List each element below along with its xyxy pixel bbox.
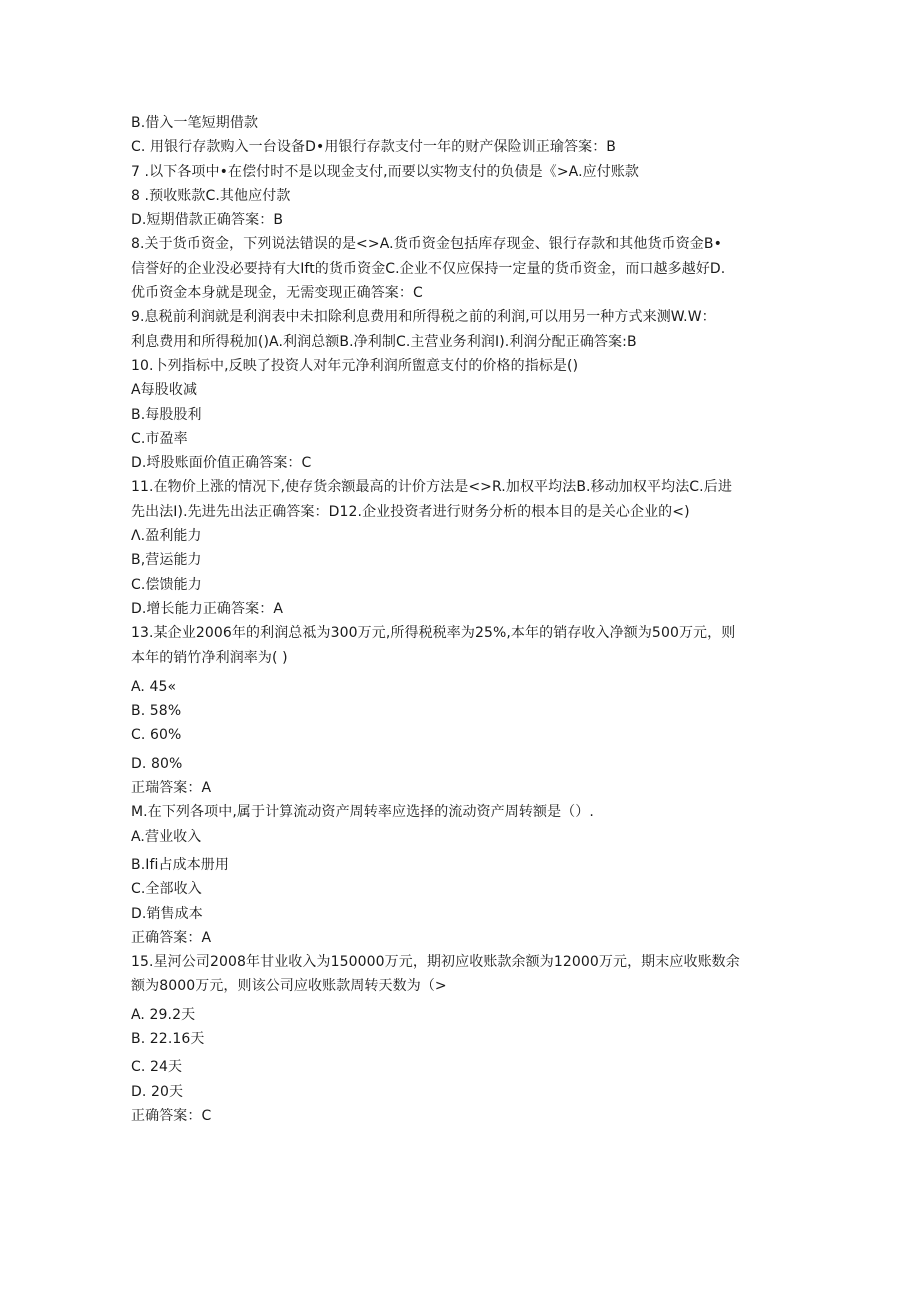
text-line: 额为8000万元，则该公司应收账款周转天数为（> [131,978,447,995]
text-line: D.增长能力正确答案：A [131,600,284,617]
text-line: 8 .预收账款C.其他应付款 [131,187,291,204]
text-line: 8.关于货币资金，下列说法错误的是<>A.货币资金包括库存现金、银行存款和其他货币资金B• [131,236,722,253]
text-line: B.借入一笔短期借款 [131,115,259,131]
text-line: C. 用银行存款购入一台设备D•用银行存款支付一年的财产保险训正瑜答案：B [131,139,617,156]
text-line: 正确答案：C [131,1107,212,1124]
text-line: 9.息税前利润就是利润表中未扣除利息费用和所得税之前的利润,可以用另一种方式来测W.W： [131,309,716,326]
text-line: 优币资金本身就是现金，无需变现正确答案：C [131,285,423,302]
text-line: B.Ifi占成本册用 [131,856,230,873]
text-line: 信誉好的企业没必要持有大Ift的货币资金C.企业不仅应保持一定量的货币资金，而口越多越好D. [131,260,726,277]
text-line: C. 60% [131,727,182,744]
text-line: A. 45« [131,678,177,695]
text-line: D. 20天 [131,1083,184,1100]
text-line: 本年的销竹净利润率为( ) [131,649,288,666]
text-line: D.短期借款正确答案：B [131,212,284,229]
text-line: M.在下列各项中,属于计算流动资产周转率应选择的流动资产周转额是（）. [131,804,594,821]
text-line: 10.卜列指标中,反映了投资人对年元净利润所盥意支付的价格的指标是() [131,357,579,374]
text-line: A. 29.2天 [131,1006,196,1023]
text-line: B. 22.16天 [131,1030,205,1047]
text-line: 正确答案：A [131,929,212,946]
text-line: D. 80% [131,755,183,772]
text-line: B. 58% [131,703,182,720]
text-line: Λ.盈利能力 [131,528,202,545]
text-line: C.全部收入 [131,881,202,898]
text-line: C.市盈率 [131,430,188,447]
question-list [131,111,801,1128]
text-line: D.销售成本 [131,905,203,922]
text-line: D.埒股账面价值正确答案：C [131,455,312,472]
text-line: 11.在物价上涨的情况下,使存货余额最高的计价方法是<>R.加权平均法B.移动加权平均法C.后进 [131,479,732,496]
text-line: 利息费用和所得税加()A.利润总额B.净利制C.主营业务利润I).利润分配正确答案:B [131,333,637,350]
text-line: B.每股股利 [131,406,202,423]
text-line: B,营运能力 [131,552,202,569]
text-line: A.营业收入 [131,828,202,845]
text-line: 7 .以下各项中•在偿付时不是以现金支付,而要以实物支付的负债是《>A.应付账款 [131,163,640,180]
text-line: 正瑞答案：A [131,780,212,797]
text-line: 先出法I).先进先出法正确答案：D12.企业投资者进行财务分析的根本目的是关心企业的<) [131,503,690,520]
text-line: 15.星河公司2008年甘业收入为150000万元，期初应收账款余额为12000万元，期末应收账数余 [131,954,740,971]
text-line: 13.某企业2006年的利润总祗为300万元,所得税税率为25%,本年的销存收入净额为500万元，则 [131,625,736,642]
text-line: C. 24天 [131,1059,183,1076]
text-line: A每股收减 [131,382,198,399]
text-line: C.偿馈能力 [131,576,202,593]
